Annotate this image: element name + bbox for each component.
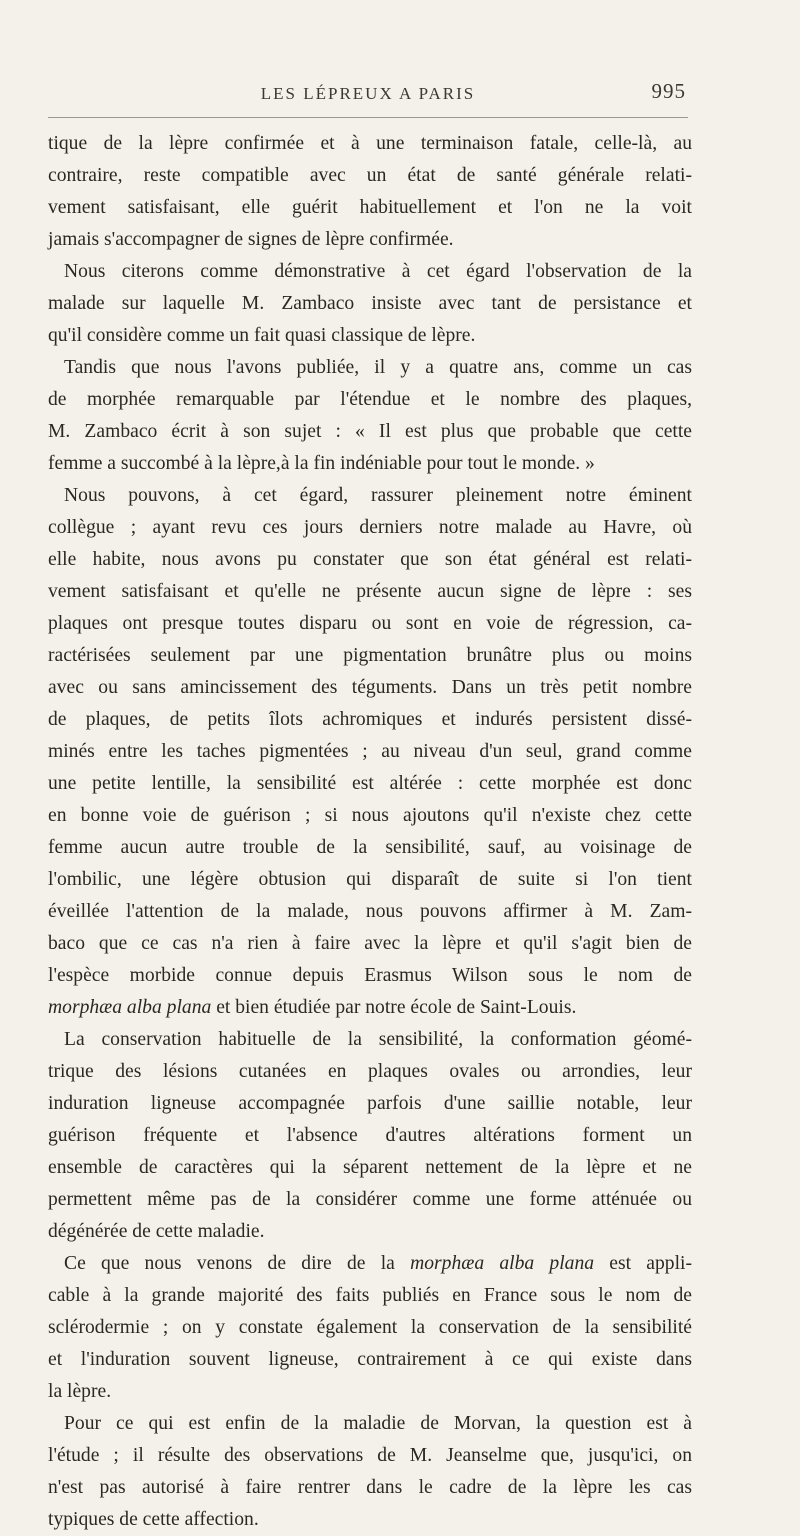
header-rule [48,117,688,118]
text-line: une petite lentille, la sensibilité est altérée : cette morphée est donc [48,773,692,794]
text-line: trique des lésions cutanées en plaques ovales ou arrondies, leur [48,1061,692,1082]
text-line: typiques de cette affection. [48,1509,259,1530]
text-line: La conservation habituelle de la sensibilité, la conformation géomé- [64,1029,692,1050]
text-line: cable à la grande majorité des faits publiés en France sous le nom de [48,1285,692,1306]
text-line: Pour ce qui est enfin de la maladie de Morvan, la question est à [64,1413,692,1434]
text-line: et l'induration souvent ligneuse, contrairement à ce qui existe dans [48,1349,692,1370]
text-line: la lèpre. [48,1381,112,1402]
text-line: Nous citerons comme démonstrative à cet égard l'observation de la [64,261,692,282]
text-line: Ce que nous venons de dire de la morphæa alba plana est appli- [64,1253,693,1274]
text-line: femme aucun autre trouble de la sensibilité, sauf, au voisinage de [48,837,692,858]
text-line: l'ombilic, une légère obtusion qui disparaît de suite si l'on tient [48,869,692,890]
text-line: en bonne voie de guérison ; si nous ajoutons qu'il n'existe chez cette [48,805,692,826]
text-line: éveillée l'attention de la malade, nous pouvons affirmer à M. Zam- [48,901,692,922]
text-line: l'espèce morbide connue depuis Erasmus Wilson sous le nom de [48,965,692,986]
body-text [48,128,692,1536]
text-line: vement satisfaisant, elle guérit habituellement et l'on ne la voit [48,197,692,218]
text-line: avec ou sans amincissement des téguments. Dans un très petit nombre [48,677,692,698]
text-line: qu'il considère comme un fait quasi classique de lèpre. [48,325,476,346]
text-line: ractérisées seulement par une pigmentation brunâtre plus ou moins [48,645,692,666]
text-line: l'étude ; il résulte des observations de M. Jeanselme que, jusqu'ici, on [48,1445,692,1466]
text-line: elle habite, nous avons pu constater que son état général est relati- [48,549,692,570]
text-line: plaques ont presque toutes disparu ou sont en voie de régression, ca- [48,613,692,634]
italic-term: morphæa alba plana [48,997,212,1018]
running-title: LES LÉPREUX A PARIS [260,84,476,103]
text-line: dégénérée de cette maladie. [48,1221,265,1242]
text-line: malade sur laquelle M. Zambaco insiste avec tant de persistance et [48,293,692,314]
text-line: sclérodermie ; on y constate également la conservation de la sensibilité [48,1317,692,1338]
italic-term: morphæa alba plana [410,1253,595,1274]
text-line: de plaques, de petits îlots achromiques et indurés persistent dissé- [48,709,692,730]
text-line: collègue ; ayant revu ces jours derniers notre malade au Havre, où [48,517,692,538]
text-line: induration ligneuse accompagnée parfois d'une saillie notable, leur [48,1093,692,1114]
text-line: femme a succombé à la lèpre,à la fin indéniable pour tout le monde. » [48,453,595,474]
text-line: Nous pouvons, à cet égard, rassurer pleinement notre éminent [64,485,692,506]
text-line: tique de la lèpre confirmée et à une terminaison fatale, celle-là, au [48,133,692,154]
text-line: Tandis que nous l'avons publiée, il y a quatre ans, comme un cas [64,357,692,378]
text-line: vement satisfaisant et qu'elle ne présente aucun signe de lèpre : ses [48,581,692,602]
text-line: minés entre les taches pigmentées ; au niveau d'un seul, grand comme [48,741,692,762]
text-line: jamais s'accompagner de signes de lèpre confirmée. [48,229,454,250]
text-line: guérison fréquente et l'absence d'autres altérations forment un [48,1125,692,1146]
text-line: baco que ce cas n'a rien à faire avec la lèpre et qu'il s'agit bien de [48,933,692,954]
text-line: de morphée remarquable par l'étendue et le nombre des plaques, [48,389,692,410]
text-line: M. Zambaco écrit à son sujet : « Il est plus que probable que cette [48,421,692,442]
text-line: contraire, reste compatible avec un état de santé générale relati- [48,165,692,186]
text-line: ensemble de caractères qui la séparent nettement de la lèpre et ne [48,1157,692,1178]
text-line: permettent même pas de la considérer comme une forme atténuée ou [48,1189,692,1210]
page-number: 995 [651,79,686,103]
text-line: morphæa alba plana et bien étudiée par notre école de Saint-Louis. [48,997,577,1018]
text-line: n'est pas autorisé à faire rentrer dans le cadre de la lèpre les cas [48,1477,692,1498]
running-head [48,76,688,108]
